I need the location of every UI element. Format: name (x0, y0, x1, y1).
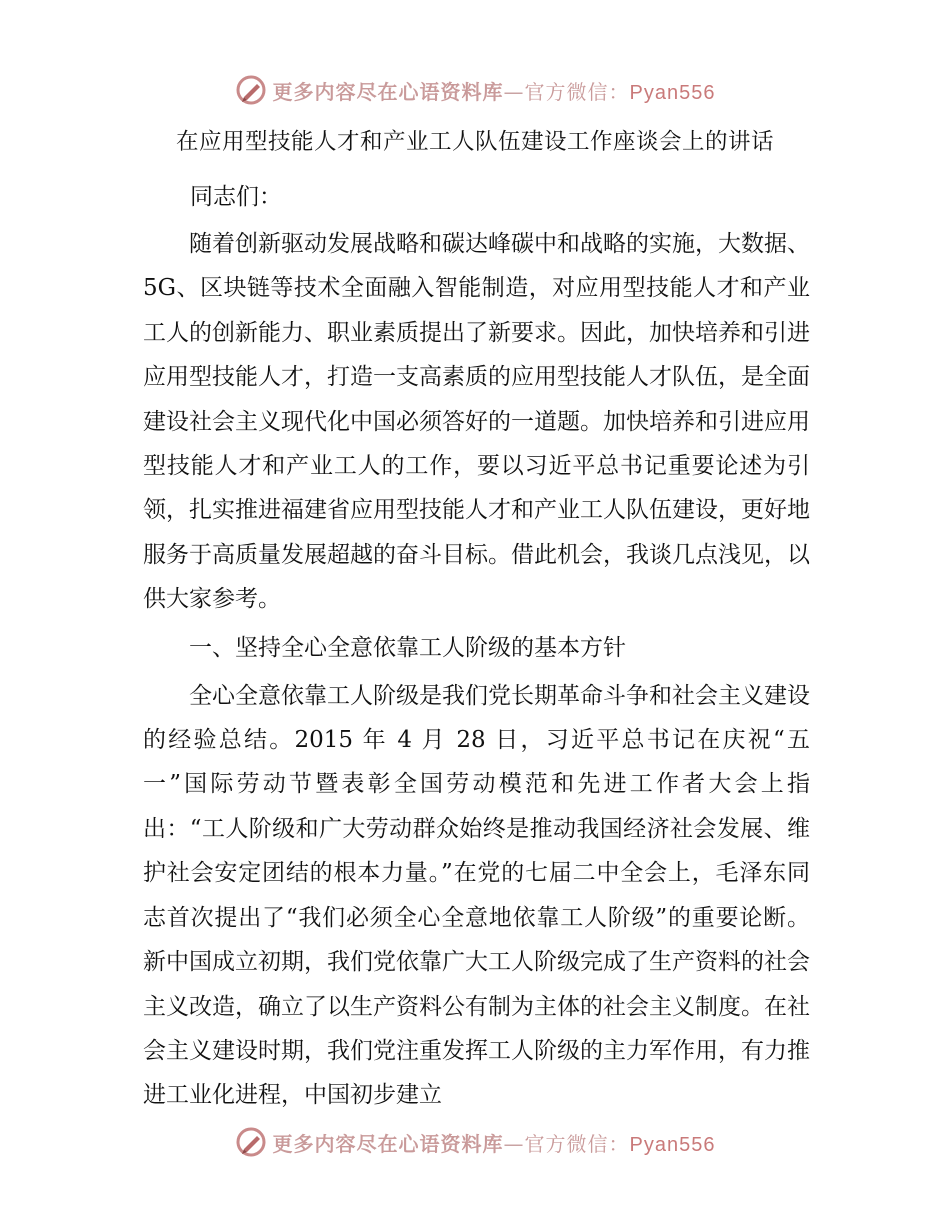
header-watermark (0, 70, 950, 110)
paragraph-intro: 随着创新驱动发展战略和碳达峰碳中和战略的实施，大数据、5G、区块链等技术全面融入智能制造，对应用型技能人才和产业工人的创新能力、职业素质提出了新要求。因此，加快培养和引进应用型技能人才，打造一支高素质的应用型技能人才队伍，是全面建设社会主义现代化中国必须答好的一道题。加快培养和引进应用型技能人才和产业工人的工作，要以习近平总书记重要论述为引领，扎实推进福建省应用型技能人才和产业工人队伍建设，更好地服务于高质量发展超越的奋斗目标。借此机会，我谈几点浅见，以供大家参考。 (143, 231, 810, 613)
watermark-separator: — (503, 1131, 525, 1156)
watermark-wechat-id: Pyan556 (629, 1133, 716, 1156)
watermark-official-label: 官方微信： (524, 1131, 630, 1156)
paragraph-section-one: 全心全意依靠工人阶级是我们党长期革命斗争和社会主义建设的经验总结。2015 年 4 月 28 日，习近平总书记在庆祝“五一”国际劳动节暨表彰全国劳动模范和先进工作者大会上指出：“工人阶级和广大劳动群众始终是推动我国经济社会发展、维护社会安定团结的根本力量。”在党的七届二中全会上，毛泽东同志首次提出了“我们必须全心全意地依靠工人阶级”的重要论断。新中国成立初期，我们党依靠广大工人阶级完成了生产资料的社会主义改造，确立了以生产资料公有制为主体的社会主义制度。在社会主义建设时期，我们党注重发挥工人阶级的主力军作用，有力推进工业化进程，中国初步建立 (143, 682, 810, 1109)
watermark-library-name: 更多内容尽在心语资料库 (272, 79, 504, 104)
salutation: 同志们： (190, 184, 282, 210)
watermark-official-label: 官方微信： (524, 79, 630, 104)
document-title: 在应用型技能人才和产业工人队伍建设工作座谈会上的讲话 (175, 129, 774, 155)
watermark-group (235, 74, 716, 106)
watermark-text (273, 76, 716, 105)
watermark-text (273, 1128, 716, 1157)
pen-logo-icon (235, 74, 267, 106)
document-body (143, 222, 810, 1118)
watermark-group (235, 1126, 716, 1158)
watermark-library-name: 更多内容尽在心语资料库 (272, 1131, 504, 1156)
section-heading: 一、坚持全心全意依靠工人阶级的基本方针 (189, 634, 626, 661)
watermark-wechat-id: Pyan556 (629, 81, 716, 104)
pen-logo-icon (235, 1126, 267, 1158)
footer-watermark (0, 1122, 950, 1162)
watermark-separator: — (503, 79, 525, 104)
